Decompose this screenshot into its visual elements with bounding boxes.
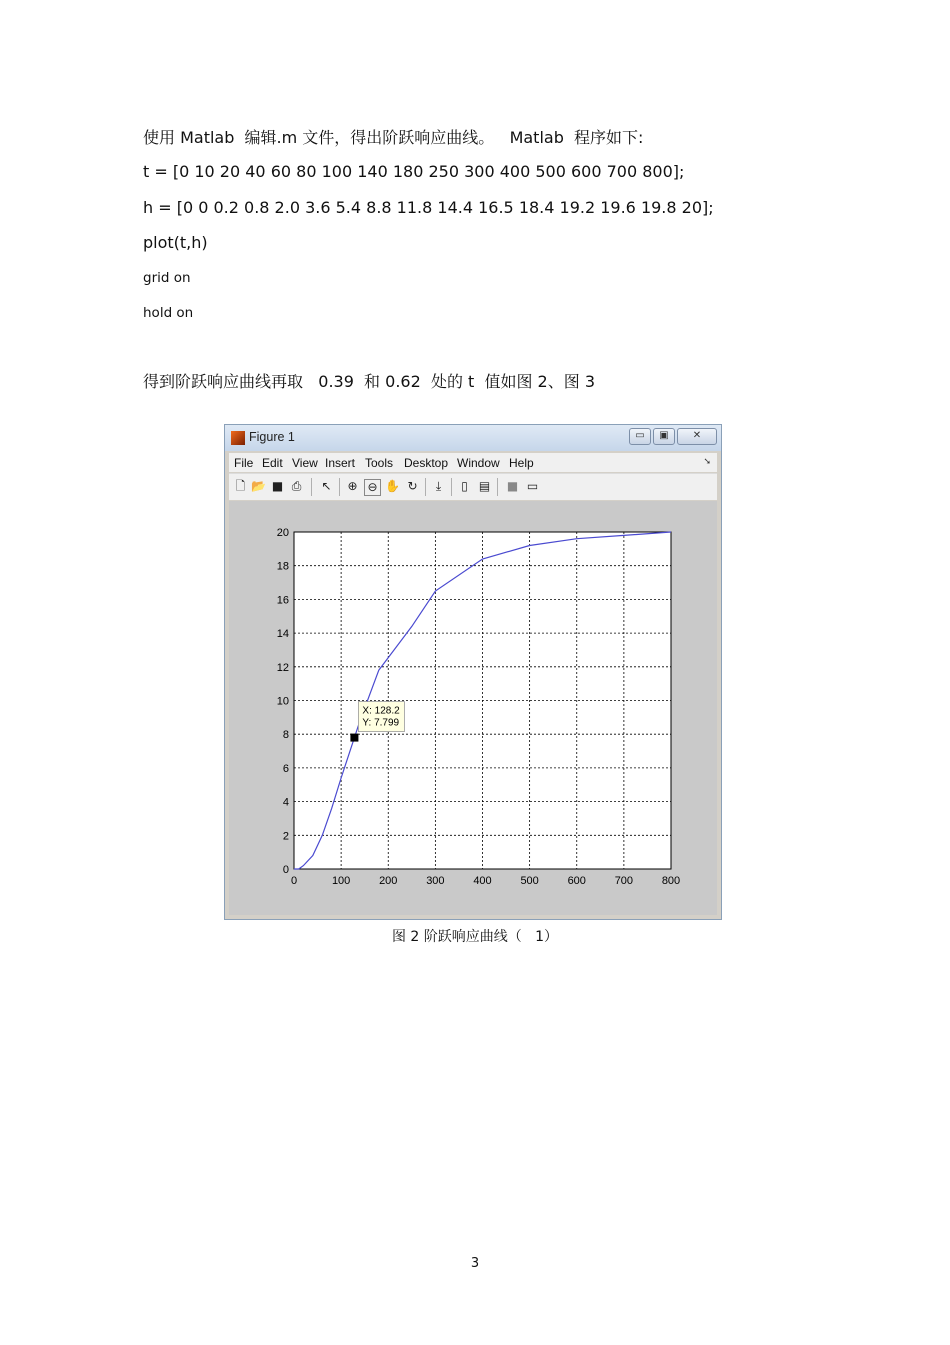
menu-edit[interactable]: Edit [262, 456, 283, 470]
zoom-in-icon[interactable]: ⊕ [347, 479, 358, 493]
pan-hand-icon[interactable]: ✋ [385, 479, 400, 493]
code-line-grid: grid on [143, 270, 191, 286]
y-tick-label: 14 [276, 628, 289, 641]
y-tick-label: 6 [282, 762, 289, 775]
data-tip-y: Y: 7.799 [362, 717, 400, 729]
zoom-out-icon[interactable]: ⊖ [364, 479, 381, 496]
menu-insert[interactable]: Insert [325, 456, 356, 470]
figure-caption: 图 2 阶跃响应曲线（ 1） [391, 929, 559, 945]
toolbar-separator [425, 478, 426, 496]
colorbar-icon[interactable]: ▯ [461, 479, 468, 493]
matlab-logo-icon [231, 431, 245, 445]
x-tick-label: 200 [379, 875, 398, 887]
y-tick-label: 16 [276, 594, 289, 607]
rotate-3d-icon[interactable]: ↻ [407, 479, 418, 493]
toolbar-separator [497, 478, 498, 496]
x-tick-label: 300 [426, 875, 445, 887]
x-tick-label: 600 [567, 875, 586, 887]
y-tick-label: 20 [276, 527, 289, 539]
window-title: Figure 1 [249, 430, 295, 444]
show-plot-tools-icon[interactable]: ▭ [526, 479, 539, 493]
open-file-icon[interactable]: 📂 [251, 479, 266, 493]
hide-plot-tools-icon[interactable]: ■ [506, 479, 519, 493]
y-tick-label: 10 [276, 695, 289, 708]
data-tip-marker[interactable] [350, 734, 358, 742]
menu-window[interactable]: Window [457, 456, 500, 470]
y-tick-label: 0 [282, 864, 289, 876]
menu-help[interactable]: Help [509, 456, 534, 470]
print-icon[interactable]: ⎙ [291, 479, 302, 493]
x-tick-label: 100 [331, 875, 351, 887]
save-icon[interactable]: ■ [271, 479, 284, 493]
minimize-button[interactable]: ▭ [629, 428, 651, 445]
data-tip-x: X: 128.2 [362, 705, 400, 717]
matlab-figure-window [224, 424, 722, 920]
figure-canvas [229, 501, 717, 915]
new-figure-icon[interactable]: 🗋 [235, 479, 246, 493]
y-tick-label: 2 [282, 830, 289, 843]
menu-bar [229, 453, 717, 472]
y-tick-label: 12 [276, 661, 289, 674]
title-bar [225, 425, 721, 451]
y-tick-label: 18 [276, 560, 289, 573]
intro-line: 使用 Matlab 编辑.m 文件，得出阶跃响应曲线。 Matlab 程序如下: [143, 128, 644, 147]
legend-icon[interactable]: ▤ [478, 479, 491, 493]
maximize-button[interactable]: ▣ [653, 428, 675, 445]
page-number: 3 [470, 1256, 480, 1271]
toolbar-separator [311, 478, 312, 496]
toolbar-separator [339, 478, 340, 496]
toolbar [229, 473, 717, 500]
step-response-chart [229, 501, 717, 915]
x-tick-label: 800 [661, 875, 681, 887]
edit-plot-arrow-icon[interactable]: ↖ [321, 479, 332, 493]
x-tick-label: 0 [290, 875, 298, 887]
menu-view[interactable]: View [292, 456, 318, 470]
code-line-hold: hold on [143, 305, 194, 321]
data-cursor-icon[interactable]: ⤓ [435, 479, 442, 493]
toolbar-separator [451, 478, 452, 496]
menu-desktop[interactable]: Desktop [404, 456, 449, 470]
close-button[interactable]: ✕ [677, 428, 717, 445]
x-tick-label: 500 [520, 875, 539, 887]
menu-dock-arrow-icon[interactable]: ➘ [703, 456, 711, 466]
y-tick-label: 8 [282, 729, 289, 742]
y-tick-label: 4 [282, 796, 289, 809]
code-line-plot: plot(t,h) [143, 233, 208, 252]
code-line-t: t = [0 10 20 40 60 80 100 140 180 250 300 400 500 600 700 800]; [143, 162, 685, 181]
x-tick-label: 400 [473, 875, 492, 887]
menu-tools[interactable]: Tools [365, 456, 394, 470]
result-line: 得到阶跃响应曲线再取 0.39 和 0.62 处的 t 值如图 2、图 3 [143, 372, 596, 391]
x-tick-label: 700 [614, 875, 634, 887]
menu-file[interactable]: File [234, 456, 254, 470]
code-line-h: h = [0 0 0.2 0.8 2.0 3.6 5.4 8.8 11.8 14.4 16.5 18.4 19.2 19.6 19.8 20]; [143, 198, 714, 217]
